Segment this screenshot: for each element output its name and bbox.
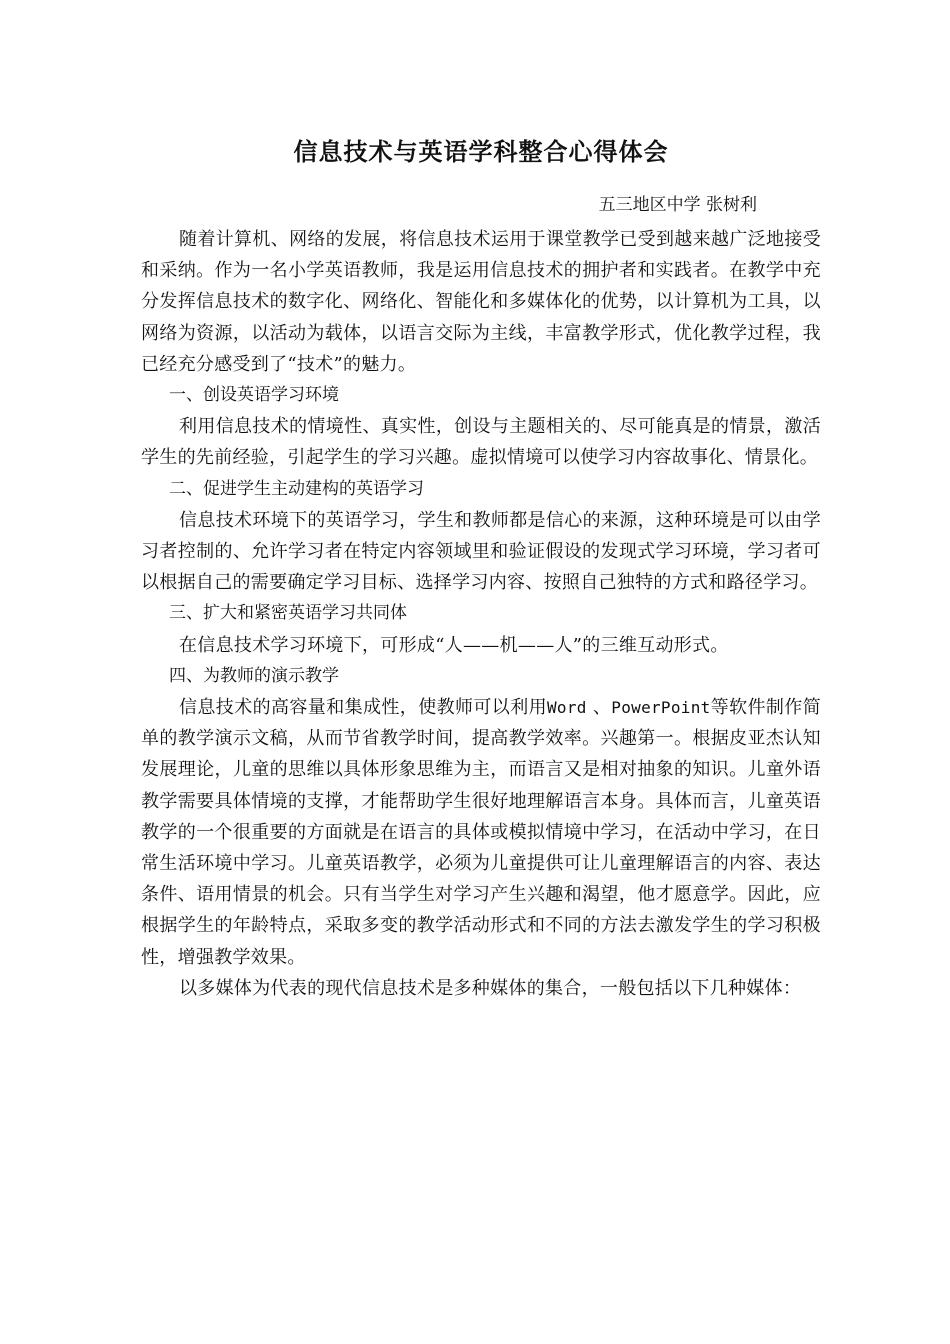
section-body-4 (141, 692, 821, 973)
software-separator: 、 (586, 697, 612, 719)
section-heading-1: 一、创设英语学习环境 (169, 385, 339, 406)
section-heading-3: 三、扩大和紧密英语学习共同体 (169, 603, 407, 624)
section-heading-4: 四、为教师的演示教学 (169, 665, 339, 686)
section-body-4-start: 信息技术的高容量和集成性，使教师可以利用 (179, 697, 547, 719)
intro-paragraph: 随着计算机、网络的发展，将信息技术运用于课堂教学已受到越来越广泛地接受和采纳。作为一名小学英语教师，我是运用信息技术的拥护者和实践者。在教学中充分发挥信息技术的数字化、网络化、智能化和多媒体化的优势，以计算机为工具，以网络为资源，以活动为载体，以语言交际为主线，丰富教学形式，优化教学过程，我已经充分感受到了“技术”的魅力。 (141, 229, 821, 375)
closing-paragraph: 以多媒体为代表的现代信息技术是多种媒体的集合，一般包括以下几种媒体： (179, 977, 802, 999)
author-line: 五三地区中学 张树利 (598, 195, 757, 215)
section-body-3: 在信息技术学习环境下，可形成“人——机——人”的三维互动形式。 (179, 634, 729, 656)
software-powerpoint: PowerPoint (611, 698, 711, 718)
software-word: Word (547, 698, 587, 718)
section-body-1: 利用信息技术的情境性、真实性，创设与主题相关的、尽可能真是的情景，激活学生的先前经验，引起学生的学习兴趣。虚拟情境可以使学习内容故事化、情景化。 (141, 416, 821, 469)
section-body-4-rest: 等软件制作简单的教学演示文稿，从而节省教学时间，提高教学效率。兴趣第一。根据皮亚杰认知发展理论，儿童的思维以具体形象思维为主，而语言又是相对抽象的知识。儿童外语教学需要具体情境的支撑，才能帮助学生很好地理解语言本身。具体而言，儿童英语教学的一个很重要的方面就是在语言的具体或模拟情境中学习，在活动中学习，在日常生活环境中学习。儿童英语教学，必须为儿童提供可让儿童理解语言的内容、表达条件、语用情景的机会。只有当学生对学习产生兴趣和渴望，他才愿意学。因此，应根据学生的年龄特点，采取多变的教学活动形式和不同的方法去激发学生的学习积极性，增强教学效果。 (141, 697, 821, 968)
section-heading-2: 二、促进学生主动建构的英语学习 (169, 478, 424, 499)
document-title: 信息技术与英语学科整合心得体会 (293, 138, 669, 166)
document-page (141, 130, 821, 1004)
section-body-2: 信息技术环境下的英语学习，学生和教师都是信心的来源，这种环境是可以由学习者控制的、允许学习者在特定内容领域里和验证假设的发现式学习环境，学习者可以根据自己的需要确定学习目标、选择学习内容、按照自己独特的方式和路径学习。 (141, 509, 821, 594)
